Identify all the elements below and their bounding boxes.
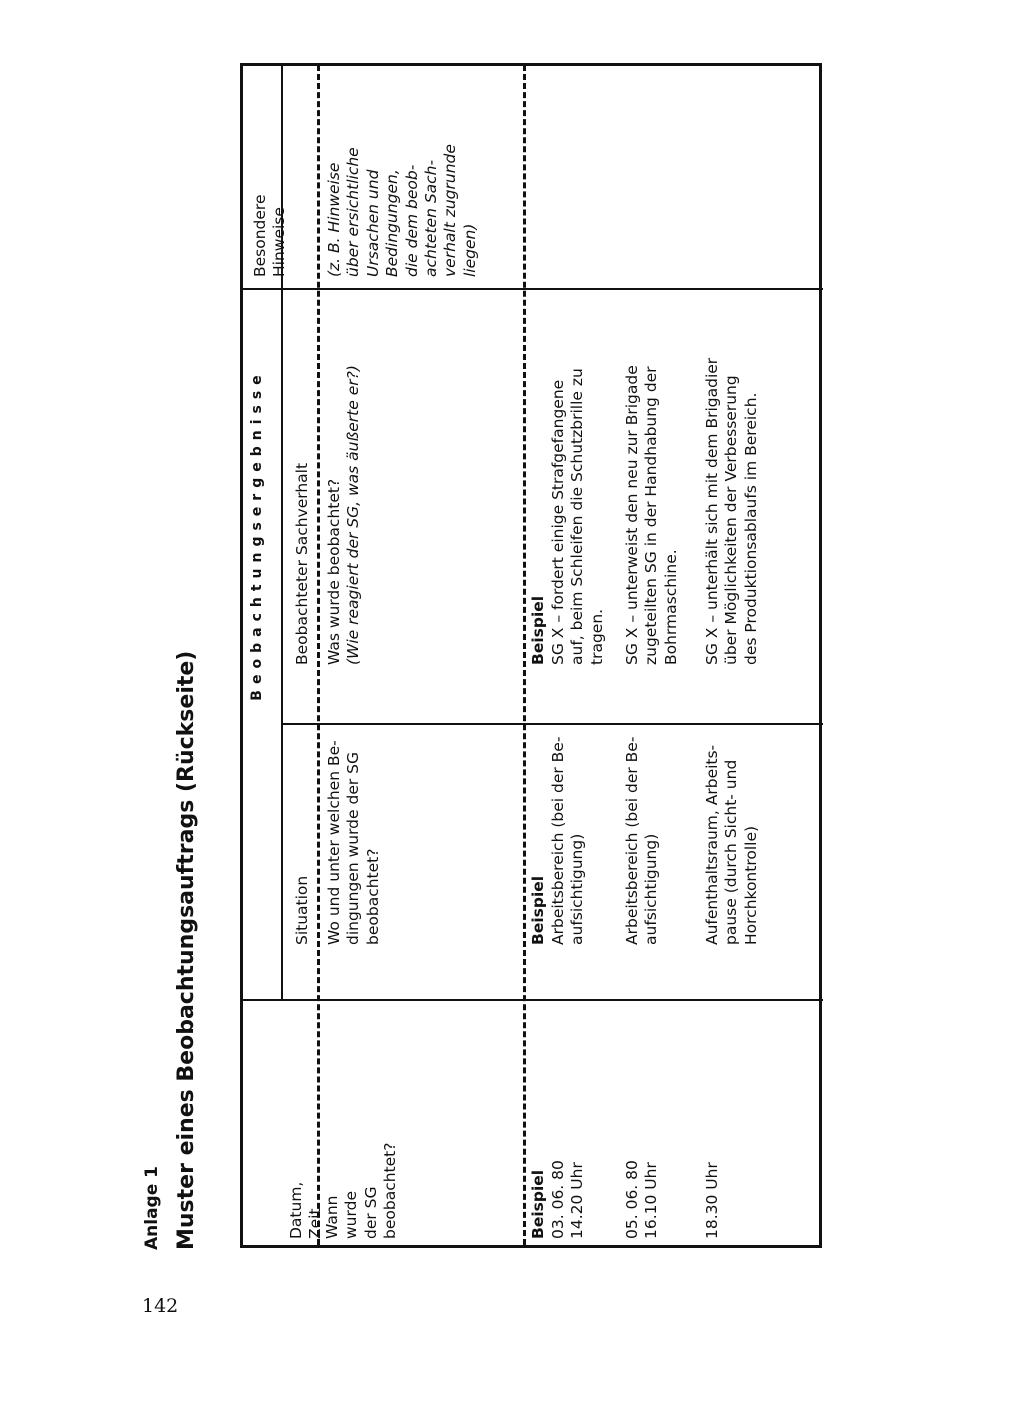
notes-question-line: (z. B. Hinweise <box>325 162 343 277</box>
situation-column-question <box>325 730 383 945</box>
row-1-situation-line: aufsichtigung) <box>568 833 587 945</box>
row-2-fact-line: SG X – unterweist den neu zur Brigade <box>623 365 641 665</box>
date-question-line: wurde <box>342 1191 361 1239</box>
row-2-date-line: 05. 06. 80 <box>623 1160 641 1239</box>
row-1-date-line: 03. 06. 80 <box>549 1160 567 1239</box>
notes-question-line: Ursachen und <box>363 169 382 277</box>
row-3-situation-line: pause (durch Sicht- und <box>722 759 741 945</box>
page-number: 142 <box>142 1295 179 1317</box>
notes-column-header <box>251 77 290 277</box>
rotated-page-content <box>140 60 840 1260</box>
notes-header-line: Besondere <box>251 194 269 277</box>
row-3-date <box>703 1009 722 1239</box>
row-2-situation-line: Arbeitsbereich (bei der Be- <box>623 736 641 945</box>
row-2-fact <box>623 295 681 665</box>
row-2-situation <box>623 730 662 945</box>
row-1-fact-line: auf, beim Schleifen die Schutzbrille zu <box>568 368 587 665</box>
row-3-fact <box>703 295 761 665</box>
row-2-date-line: 16.10 Uhr <box>642 1162 661 1239</box>
row-3-situation-line: Aufenthaltsraum, Arbeits- <box>703 744 721 945</box>
notes-question-line: die dem beob- <box>402 164 421 277</box>
notes-question-line: über ersichtliche <box>344 147 363 277</box>
row-2-situation-line: aufsichtigung) <box>642 833 661 945</box>
fact-question-italic-line: (Wie reagiert der SG, was äußerte er?) <box>344 365 363 665</box>
fact-question-line: Was wurde beobachtet? <box>325 478 343 665</box>
date-header-line: Datum, <box>287 1181 305 1239</box>
notes-column-question <box>325 72 480 277</box>
example-label-situation: Beispiel <box>529 875 547 945</box>
situation-question-line: Wo und unter welchen Be- <box>325 740 343 945</box>
row-1-fact-line: tragen. <box>587 608 606 665</box>
appendix-label: Anlage 1 <box>142 1165 162 1250</box>
row-1-date-line: 14.20 Uhr <box>568 1162 587 1239</box>
notes-question-line: achteten Sach- <box>421 159 440 277</box>
notes-question-line: liegen) <box>460 223 479 277</box>
row-3-fact-line: des Produktionsablaufs im Bereich. <box>741 392 760 665</box>
row-1-date <box>549 1009 588 1239</box>
row-1-fact <box>549 295 607 665</box>
row-1-situation-line: Arbeitsbereich (bei der Be- <box>549 736 567 945</box>
date-question-line: Wann <box>323 1195 341 1239</box>
fact-column-question <box>325 295 364 665</box>
situation-question-line: beobachtet? <box>363 848 382 945</box>
column-divider-1 <box>243 999 823 1001</box>
row-1-fact-line: SG X – fordert einige Strafgefangene <box>549 379 567 665</box>
notes-header-line: Hinweise <box>270 207 289 277</box>
observation-table <box>240 63 822 1248</box>
date-question-line: beobachtet? <box>381 1142 400 1239</box>
date-column-question <box>323 1009 401 1239</box>
date-column-header <box>287 1009 326 1239</box>
row-3-situation <box>703 730 761 945</box>
row-3-fact-line: SG X – unterhält sich mit dem Brigadier <box>703 357 721 665</box>
row-1-situation <box>549 730 588 945</box>
column-divider-2 <box>283 723 823 725</box>
row-3-date-line: 18.30 Uhr <box>703 1162 721 1239</box>
row-2-date <box>623 1009 662 1239</box>
notes-question-line: verhalt zugrunde <box>441 144 460 277</box>
document-title: Muster eines Beobachtungsauftrags (Rückseite) <box>174 650 199 1250</box>
situation-column-header: Situation <box>293 875 311 945</box>
column-divider-3 <box>243 288 823 290</box>
row-2-fact-line: Bohrmaschine. <box>661 549 680 665</box>
row-3-fact-line: über Möglichkeiten der Verbesserung <box>722 375 741 665</box>
fact-column-header: Beobachteter Sachverhalt <box>293 462 311 665</box>
situation-question-line: dingungen wurde der SG <box>344 751 363 945</box>
row-3-situation-line: Horchkontrolle) <box>741 825 760 945</box>
example-label-fact: Beispiel <box>529 595 547 665</box>
group-header: Beobachtungsergebnisse <box>249 369 265 701</box>
notes-question-line: Bedingungen, <box>383 169 402 277</box>
date-header-line: Zeit <box>306 1208 325 1239</box>
row-2-fact-line: zugeteilten SG in der Handhabung der <box>642 366 661 665</box>
dashed-example-separator <box>523 65 526 1245</box>
example-label-date: Beispiel <box>529 1169 547 1239</box>
date-question-line: der SG <box>361 1186 380 1239</box>
